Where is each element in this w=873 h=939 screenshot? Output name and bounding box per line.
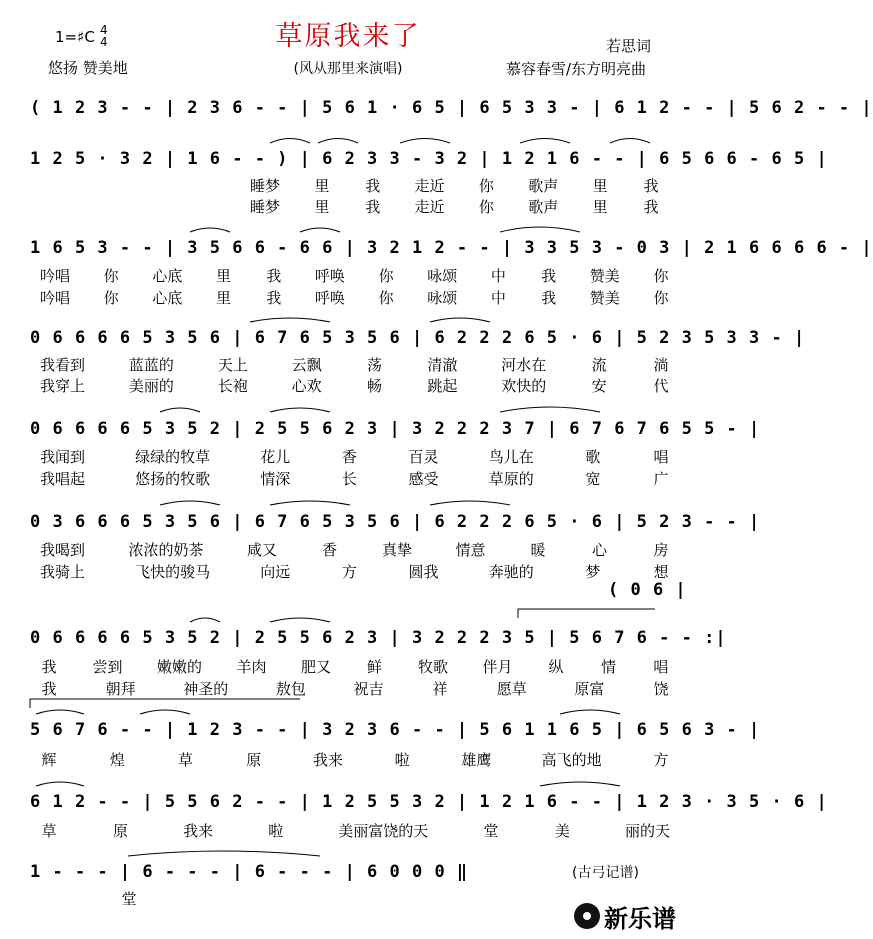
lyric-word: 美丽的 [128, 377, 174, 395]
lyric-word: 我 [365, 198, 381, 216]
notation-row: 5 6 7 6 - - | 1 2 3 - - | 3 2 3 6 - - | 5 6 1 1 6 5 | 6 5 6 3 - | [30, 720, 761, 740]
lyric-word: 浓浓的奶茶 [128, 541, 204, 559]
lyric-word: 长袍 [217, 377, 248, 395]
lyric-word: 方 [341, 563, 357, 581]
notation-row: 6 1 2 - - | 5 5 6 2 - - | 1 2 5 5 3 2 | 1 2 1 6 - - | 1 2 3 · 3 5 · 6 | [30, 792, 828, 812]
lyric-word: 你 [103, 289, 119, 307]
lyric-word: 我 [266, 289, 282, 307]
lyric-word: 歌 [585, 448, 601, 466]
lyric-word: 我闻到 [40, 448, 86, 466]
lyric-word: 圆我 [408, 563, 439, 581]
lyric-word: 原 [113, 822, 129, 840]
lyric-word: 堂 [121, 890, 137, 908]
lyric-word: 安 [591, 377, 607, 395]
lyric-word: 我唱起 [40, 470, 86, 488]
lyric-word: 呼唤 [314, 289, 345, 307]
lyric-word: 高飞的地 [541, 751, 602, 769]
lyric-line [40, 539, 670, 560]
lyric-word: 百灵 [408, 448, 439, 466]
lyric-word: 心 [591, 541, 607, 559]
lyric-word: 羊肉 [236, 658, 267, 676]
lyric-word: 丽的天 [624, 822, 670, 840]
record-disc-icon [574, 903, 600, 929]
lyric-word: 云飘 [291, 356, 322, 374]
lyric-word: 伴月 [482, 658, 513, 676]
lyric-word: 畅 [366, 377, 382, 395]
lyric-word: 吟唱 [40, 289, 71, 307]
composers: 慕容春雪/东方明亮曲 [506, 60, 647, 78]
lyric-line [40, 749, 670, 770]
lyric-word: 睡梦 [250, 177, 281, 195]
lyric-word: 赞美 [589, 289, 620, 307]
lyric-word: 我骑上 [40, 563, 86, 581]
lyric-word: 我 [266, 267, 282, 285]
lyric-word: 飞快的骏马 [135, 563, 211, 581]
lyric-word: 饶 [653, 680, 669, 698]
lyric-word: 广 [653, 470, 669, 488]
lyric-word: 淌 [653, 356, 669, 374]
lyric-word: 里 [216, 289, 232, 307]
lyric-line [40, 265, 670, 286]
lyric-word: 祥 [432, 680, 448, 698]
lyric-word: 跳起 [427, 377, 458, 395]
lyric-line [40, 375, 670, 396]
lyric-word: 我穿上 [40, 377, 86, 395]
lyric-word: 情 [600, 658, 616, 676]
lyric-word: 你 [378, 289, 394, 307]
lyric-line [250, 196, 660, 217]
lyric-word: 你 [653, 267, 669, 285]
lyric-word: 草原的 [488, 470, 534, 488]
lyric-word: 房 [653, 541, 669, 559]
song-title: 草原我来了 [275, 21, 421, 52]
lyric-word: 朝拜 [105, 680, 136, 698]
lyric-line [40, 446, 670, 467]
lyric-line [40, 287, 670, 308]
lyric-word: 啦 [394, 751, 410, 769]
lyric-word: 吟唱 [40, 267, 71, 285]
notation-row: 0 6 6 6 6 5 3 5 2 | 2 5 5 6 2 3 | 3 2 2 2 3 7 | 6 7 6 7 6 5 5 - | [30, 419, 761, 439]
notation-row: 1 6 5 3 - - | 3 5 6 6 - 6 6 | 3 2 1 2 - - | 3 3 5 3 - 0 3 | 2 1 6 6 6 6 - | [30, 238, 873, 258]
lyric-word: 流 [591, 356, 607, 374]
lyric-word: 荡 [366, 356, 382, 374]
lyric-word: 牧歌 [417, 658, 448, 676]
lyric-word: 中 [490, 267, 506, 285]
lyric-word: 长 [341, 470, 357, 488]
lyric-word: 草 [177, 751, 193, 769]
notation-row: 1 2 5 · 3 2 | 1 6 - - ) | 6 2 3 3 - 3 2 | 1 2 1 6 - - | 6 5 6 6 - 6 5 | [30, 149, 828, 169]
lyricist: 若思词 [606, 37, 652, 55]
lyric-word: 我 [541, 289, 557, 307]
lyric-word: 情意 [455, 541, 486, 559]
lyric-word: 嫩嫩的 [156, 658, 202, 676]
meter-bottom: 4 [100, 35, 108, 49]
lyric-word: 我 [41, 658, 57, 676]
lyric-word: 尝到 [92, 658, 123, 676]
lyric-word: 感受 [408, 470, 439, 488]
lyric-word: 里 [592, 198, 608, 216]
lyric-word: 里 [314, 177, 330, 195]
lyric-word: 赞美 [589, 267, 620, 285]
meter-top: 4 [100, 23, 108, 37]
pickup-measure: ( 0 6 | [608, 580, 687, 600]
lyric-line [40, 468, 670, 489]
lyric-word: 你 [378, 267, 394, 285]
lyric-word: 堂 [483, 822, 499, 840]
lyric-line [40, 354, 670, 375]
lyric-word: 我 [365, 177, 381, 195]
lyric-line [250, 175, 660, 196]
site-logo[interactable] [574, 900, 692, 932]
lyric-word: 辉 [41, 751, 57, 769]
lyric-line [40, 656, 670, 677]
lyric-line [120, 888, 180, 909]
transcriber-credit: (古弓记谱) [572, 865, 639, 881]
lyric-word: 奔驰的 [488, 563, 534, 581]
lyric-word: 清澈 [427, 356, 458, 374]
lyric-word: 蓝蓝的 [128, 356, 174, 374]
lyric-word: 情深 [260, 470, 291, 488]
lyric-word: 里 [592, 177, 608, 195]
lyric-word: 绿绿的牧草 [135, 448, 211, 466]
lyric-word: 心底 [152, 267, 183, 285]
lyric-word: 我 [643, 198, 659, 216]
lyric-word: 代 [653, 377, 669, 395]
lyric-word: 香 [341, 448, 357, 466]
lyric-word: 你 [103, 267, 119, 285]
lyric-word: 你 [478, 177, 494, 195]
lyric-word: 唱 [653, 658, 669, 676]
lyric-line [40, 820, 670, 841]
lyric-word: 神圣的 [183, 680, 229, 698]
lyric-word: 愿草 [496, 680, 527, 698]
lyric-word: 敖包 [275, 680, 306, 698]
lyric-word: 中 [490, 289, 506, 307]
lyric-word: 我 [41, 680, 57, 698]
lyric-word: 我来 [312, 751, 343, 769]
lyric-word: 唱 [653, 448, 669, 466]
logo-text: 新乐谱 [604, 904, 676, 933]
lyric-word: 煌 [109, 751, 125, 769]
notation-row: 1 - - - | 6 - - - | 6 - - - | 6 0 0 0 ‖ [30, 862, 469, 882]
lyric-word: 祝吉 [353, 680, 384, 698]
lyric-word: 里 [314, 198, 330, 216]
lyric-word: 里 [216, 267, 232, 285]
lyric-word: 原富 [574, 680, 605, 698]
lyric-word: 暖 [530, 541, 546, 559]
notation-row: 0 6 6 6 6 5 3 5 6 | 6 7 6 5 3 5 6 | 6 2 2 2 6 5 · 6 | 5 2 3 5 3 3 - | [30, 328, 806, 348]
lyric-word: 方 [653, 751, 669, 769]
lyric-word: 花儿 [260, 448, 291, 466]
lyric-word: 草 [41, 822, 57, 840]
lyric-word: 纵 [548, 658, 564, 676]
key-signature: 1=♯C [55, 28, 95, 46]
lyric-word: 悠扬的牧歌 [135, 470, 211, 488]
lyric-line [40, 678, 670, 699]
performance-style: 悠扬 赞美地 [48, 59, 128, 77]
notation-row: 0 3 6 6 6 5 3 5 6 | 6 7 6 5 3 5 6 | 6 2 2 2 6 5 · 6 | 5 2 3 - - | [30, 512, 761, 532]
time-signature [100, 24, 108, 48]
lyric-word: 我 [541, 267, 557, 285]
lyric-word: 咏颂 [427, 267, 458, 285]
lyric-word: 真挚 [381, 541, 412, 559]
lyric-word: 欢快的 [501, 377, 547, 395]
lyric-word: 想 [653, 563, 669, 581]
lyric-word: 走近 [414, 177, 445, 195]
lyric-word: 肥又 [300, 658, 331, 676]
lyric-word: 宽 [585, 470, 601, 488]
lyric-word: 呼唤 [314, 267, 345, 285]
lyric-word: 心底 [152, 289, 183, 307]
lyric-word: 向远 [260, 563, 291, 581]
lyric-word: 你 [653, 289, 669, 307]
lyric-word: 梦 [585, 563, 601, 581]
lyric-word: 鸟儿在 [488, 448, 534, 466]
lyric-word: 你 [478, 198, 494, 216]
notation-row: ( 1 2 3 - - | 2 3 6 - - | 5 6 1 · 6 5 | 6 5 3 3 - | 6 1 2 - - | 5 6 2 - - | [30, 98, 873, 118]
lyric-word: 走近 [414, 198, 445, 216]
lyric-word: 我看到 [40, 356, 86, 374]
lyric-word: 香 [321, 541, 337, 559]
lyric-word: 咏颂 [427, 289, 458, 307]
lyric-word: 我来 [183, 822, 214, 840]
lyric-word: 歌声 [528, 177, 559, 195]
lyric-word: 河水在 [501, 356, 547, 374]
lyric-word: 心欢 [291, 377, 322, 395]
lyric-word: 我 [643, 177, 659, 195]
lyric-word: 天上 [217, 356, 248, 374]
lyric-word: 咸又 [247, 541, 278, 559]
lyric-word: 我喝到 [40, 541, 86, 559]
lyric-word: 鲜 [366, 658, 382, 676]
lyric-word: 美 [554, 822, 570, 840]
notation-row: 0 6 6 6 6 5 3 5 2 | 2 5 5 6 2 3 | 3 2 2 2 3 5 | 5 6 7 6 - - :| [30, 628, 727, 648]
lyric-word: 美丽富饶的天 [338, 822, 429, 840]
lyric-word: 歌声 [528, 198, 559, 216]
lyric-word: 原 [246, 751, 262, 769]
lyric-line [40, 561, 670, 582]
lyric-word: 雄鹰 [461, 751, 492, 769]
lyric-word: 睡梦 [250, 198, 281, 216]
subtitle: (风从那里来演唱) [293, 61, 403, 77]
lyric-word: 啦 [268, 822, 284, 840]
